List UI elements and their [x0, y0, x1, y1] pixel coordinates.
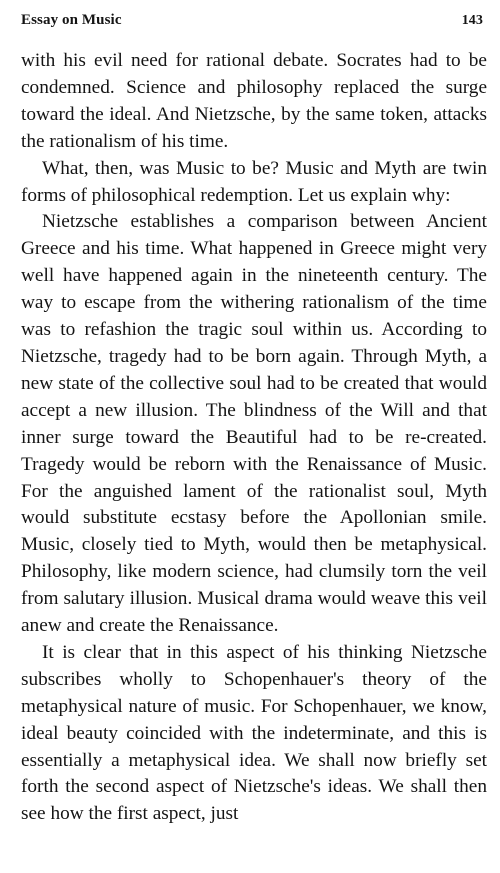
paragraph: Nietzsche establishes a comparison between Ancient Greece and his time. What happened in Greece might very well have happened again in the nineteenth century. The way to escape from the withering rationalism of the time was to refashion the tragic soul within us. According to Nietzsche, tragedy had to be born again. Through Myth, a new state of the collective soul had to be created that would accept a new illusion. The blindness of the Will and that inner surge toward the Beautiful had to be re-created. Tragedy would be reborn with the Renaissance of Music. For the anguished lament of the rationalist soul, Myth would substitute ecstasy before the Apollonian smile. Music, closely tied to Myth, would then be metaphysical. Philosophy, like modern science, had clumsily torn the veil from salutary illusion. Musical drama would weave this veil anew and create the Renaissance. — [21, 211, 487, 637]
paragraph-continued: with his evil need for rational debate. Socrates had to be condemned. Science and philosophy replaced the surge toward the ideal. And Nietzsche, by the same token, attacks the rationalism of his time. — [21, 50, 487, 152]
body-text — [21, 48, 487, 828]
running-header — [21, 12, 487, 38]
paragraph: It is clear that in this aspect of his thinking Nietzsche subscribes wholly to Schopenhauer's theory of the metaphysical nature of music. For Schopenhauer, we know, ideal beauty coincided with the indeterminate, and this is essentially a metaphysical idea. We shall now briefly set forth the second aspect of Nietzsche's ideas. We shall then see how the first aspect, just — [21, 641, 487, 825]
running-title: Essay on Music — [21, 12, 122, 28]
page-number: 143 — [461, 13, 483, 28]
paragraph: What, then, was Music to be? Music and Myth are twin forms of philosophical redemption. Let us explain why: — [21, 157, 487, 206]
